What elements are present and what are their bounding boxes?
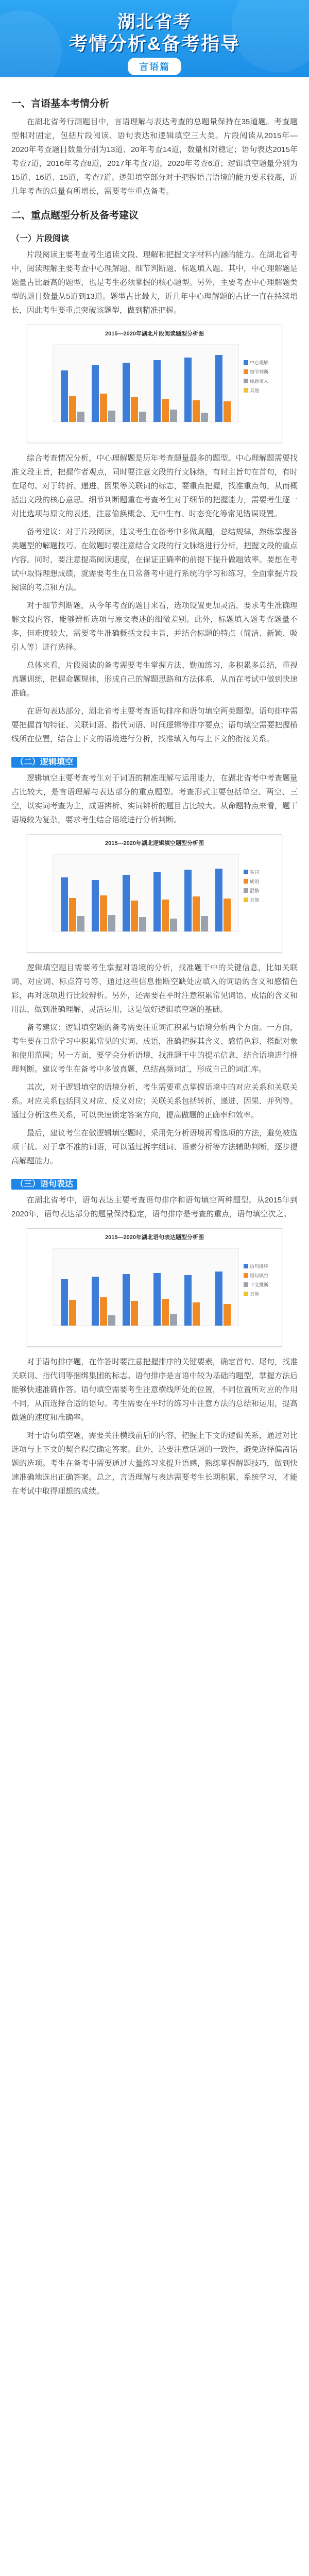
bar: [224, 1304, 231, 1326]
bar: [69, 1300, 76, 1326]
bar: [215, 1272, 222, 1326]
bar-chart: [32, 340, 277, 437]
legend-swatch: [244, 1282, 248, 1287]
bar: [184, 1275, 192, 1326]
legend-label: 下文推断: [250, 1282, 269, 1287]
legend-label: 语句排序: [250, 1264, 269, 1269]
legend-swatch: [244, 897, 248, 902]
paragraph: 最后，建议考生在做逻辑填空题时，采用先分析语境再看选项的方法，避免被选项干扰。对于拿不准的词语，可以通过拆字组词、语素分析等方法辅助判断，逐步提高解题能力。: [11, 1129, 298, 1165]
subsection-highlight: （二）逻辑填空: [11, 757, 77, 768]
legend-swatch: [244, 888, 248, 893]
legend-swatch: [244, 1273, 248, 1278]
bar: [153, 1273, 161, 1326]
bar: [162, 1299, 169, 1326]
paragraph: 备考建议：对于片段阅读，建议考生在备考中多做真题，总结规律，熟练掌握各类题型的解题技巧。在做题时要注意结合文段的行文脉络进行分析，把握文段的重点内容。同时，要注意提高阅读速度，在保证正确率的前提下提升做题效率。要想在考试中取得理想成绩，就需要考生在日常备考中进行系统的学习和练习，全面掌握片段阅读的考点和方法。: [11, 528, 298, 592]
bar: [69, 898, 76, 931]
bar: [170, 1314, 177, 1326]
subsection-title: [11, 1177, 77, 1189]
bar: [162, 399, 169, 422]
banner-tag: 言语篇: [128, 58, 181, 75]
paragraph: 其次，对于逻辑填空的语境分析，考生需要重点掌握语境中的对应关系和关联关系。对应关系包括同义对应、反义对应；关联关系包括转折、递进、因果、并列等。通过分析这些关系，可以快速锁定答案方向，提高做题的正确率和效率。: [11, 1083, 298, 1120]
bar: [123, 875, 130, 931]
chart-title: 2015—2020年湖北语句表达题型分析图: [105, 1234, 204, 1241]
bar: [139, 917, 146, 931]
bar: [153, 360, 161, 422]
bar: [61, 370, 68, 422]
legend-swatch: [244, 388, 248, 393]
paragraph: 总体来看，片段阅读的备考需要考生掌握方法、勤加练习，多积累多总结，重视真题训练，把握命题规律，形成自己的解题思路和方法体系，从而在考试中做到快速准确。: [11, 661, 298, 698]
subsection-highlight: （三）语句表达: [11, 1179, 77, 1190]
bar: [77, 916, 84, 931]
legend-swatch: [244, 1292, 248, 1296]
bar: [100, 394, 107, 422]
banner-title-line2: 考情分析&备考指导: [69, 33, 240, 54]
chart-panel: [27, 834, 282, 953]
chart-panel: [27, 325, 282, 443]
bar: [92, 365, 99, 422]
paragraph: 在湖北省考中，语句表达主要考查语句排序和语句填空两种题型。从2015年到2020年，语句表达部分的题量保持稳定，语句排序是考查的重点，语句填空次之。: [11, 1196, 298, 1218]
bar: [108, 915, 115, 931]
paragraph: 备考建议：逻辑填空题的备考需要注重词汇积累与语境分析两个方面。一方面，考生要在日常学习中积累常见的实词、成语，准确把握其含义、感情色彩、搭配对象和使用范围；另一方面，要学会分析语境，找准题干中的提示信息，结合语境进行推理判断。建议考生在备考中多做真题，总结高频词汇，形成自己的词汇库。: [11, 1023, 298, 1074]
paragraph: 综合考查情况分析，中心理解题是历年考查题量最多的题型。中心理解题需要找准文段主旨，把握作者观点，同时要注意文段的行文脉络，有时主旨句在首句，有时在尾句。对于转折、递进、因果等关联词的标志，要重点把握，找准重点句，从而概括出文段的核心意思。细节判断题重在考查考生对于细节的把握能力，需要考生逐一对比选项与原文的表述，注意偷换概念、无中生有、时态变化等常见错误设置。: [11, 454, 298, 518]
legend-label: 其他: [250, 1292, 260, 1297]
bar: [77, 412, 84, 422]
legend: [244, 360, 268, 393]
chart-title: 2015—2020年湖北片段阅读题型分析图: [105, 331, 204, 337]
legend-swatch: [244, 879, 248, 884]
paragraph: 逻辑填空主要考查考生对于词语的精准理解与运用能力，在湖北省考中考查题量占比较大，是言语理解与表达部分的重点题型。考查形式主要包括单空、两空、三空，以实词考查为主，成语辨析、实词辨析的题目占比较大。从命题特点来看，题干语境较为复杂，要求考生结合语境进行分析判断。: [11, 774, 298, 824]
legend-swatch: [244, 360, 248, 365]
bar: [92, 880, 99, 931]
bar: [123, 1274, 130, 1326]
bar: [201, 916, 208, 931]
bar: [153, 872, 161, 931]
banner-title: [0, 11, 309, 55]
bar: [108, 411, 115, 422]
bar: [61, 877, 68, 931]
chart-title: 2015—2020年湖北逻辑填空题型分析图: [105, 840, 204, 846]
bar: [131, 397, 138, 422]
legend-label: 混搭: [250, 888, 260, 893]
bar: [108, 1315, 115, 1326]
legend: [244, 1263, 268, 1297]
bar: [184, 870, 192, 931]
paragraph: 在语句表达部分，湖北省考主要考查语句排序和语句填空两类题型。语句排序需要把握首句特征、关联词语、指代词语、时间逻辑等排序要点；语句填空需要把握横线所在位置，结合上下文的语境进行分析，找准填入句与上下文的衔接关系。: [11, 707, 298, 743]
legend-label: 其他: [250, 897, 260, 903]
bar-chart: [32, 849, 277, 947]
bar: [193, 400, 200, 422]
bar: [201, 413, 208, 422]
legend-label: 中心理解: [250, 360, 269, 365]
legend-swatch: [244, 379, 248, 383]
subsection-title: [11, 755, 77, 767]
legend-label: 其他: [250, 388, 260, 393]
bar: [131, 1301, 138, 1326]
legend: [244, 869, 259, 903]
legend-label: 细节判断: [250, 369, 269, 375]
legend-swatch: [244, 870, 248, 874]
article-body: [0, 77, 309, 1498]
banner-title-line1: 湖北省考: [117, 12, 192, 32]
paragraph: 片段阅读主要考查考生通读文段、理解和把握文字材料内涵的能力。在湖北省考中，阅读理解主要考查中心理解题、细节判断题、标题填入题、其中，中心理解题是题量占比最高的题型，也是考生必须掌握的核心题型。另外，主要考查中心理解题类型的题目数量从5道到13道。题型占比最大，近几年中心理解题的占比一直在持续增长，因此考生要重点突破该题型，做到精准把握。: [11, 250, 298, 315]
bar-chart: [32, 1243, 277, 1341]
section-title: 一、言语基本考情分析: [11, 98, 110, 109]
legend-swatch: [244, 369, 248, 374]
bar: [170, 919, 177, 931]
bar: [224, 899, 231, 931]
paragraph: 对于细节判断题，从今年考查的题目来看，选项设置更加灵活，要求考生准确理解文段内容，能够辨析选项与原文表述的细微差别。此外，标题填入题考查题量不多，但难度较大，需要考生准确概括文段主旨，并结合标题的特点（简洁、新颖、吸引人等）进行选择。: [11, 601, 298, 652]
chart-panel: [27, 1228, 282, 1347]
legend-label: 实词: [250, 870, 260, 875]
bar: [123, 363, 130, 422]
bar: [139, 412, 146, 422]
paragraph: 逻辑填空题目需要考生掌握对语境的分析，找准题干中的关键信息，比如关联词、对应词、标点符号等，通过这些信息推断空缺处应填入的词语的含义和感情色彩，再对选项进行比较辨析。另外，还需要在平时注意积累常见词语、成语的含义和用法，做到准确理解、灵活运用，这是做好逻辑填空题的基础。: [11, 963, 298, 1014]
paragraph: 在湖北省考行测题目中，言语理解与表达考查的总题量保持在35道题。考查题型相对固定，包括片段阅读、语句表达和逻辑填空三大类。片段阅读从2015年—2020年考查题目数量分别为13道、20年考查14道，数量相对稳定；语句表达2015年考查7道，2016年考查8道，2017年考查7道，2020年考查6道；逻辑填空题量分别为15道、16道、15道，考查7道。逻辑填空部分对于把握语言语境的能力要求较高，近几年考查的总量有所增长，需要考生重点备考。: [11, 117, 298, 196]
subsection-title: （一）片段阅读: [11, 234, 70, 243]
bar: [131, 901, 138, 931]
bar: [61, 1279, 68, 1326]
bar: [100, 1297, 107, 1326]
bar: [69, 396, 76, 422]
paragraph: 对于语句排序题，在作答时要注意把握排序的关键要素，确定首句、尾句，找准关联词、指代词等捆绑集团的标志。语句排序是言语中较为基础的题型，掌握方法后能够快速准确作答。语句填空需要考生注意横线所处的位置，不同位置所对应的作用不同，从而选择合适的语句。考生需要在平时的练习中注意方法的总结和运用，提高做题的速度和准确率。: [11, 1358, 298, 1422]
bar: [92, 1277, 99, 1326]
legend-label: 标题填入: [250, 379, 269, 384]
legend-swatch: [244, 1264, 248, 1268]
bar: [184, 358, 192, 422]
section-title: 二、重点题型分析及备考建议: [11, 210, 139, 221]
legend-label: 成语: [250, 879, 260, 884]
legend-label: 语句填空: [250, 1273, 269, 1278]
bar: [170, 410, 177, 422]
bar: [100, 895, 107, 931]
bar: [224, 401, 231, 422]
plot-area: [53, 345, 238, 422]
bar: [215, 355, 222, 422]
bar: [162, 900, 169, 931]
plot-area: [53, 1248, 238, 1326]
bar: [193, 896, 200, 931]
bar: [215, 869, 222, 931]
bar: [193, 1302, 200, 1326]
header-banner: [0, 0, 309, 77]
paragraph: 对于语句填空题，需要关注横线前后的内容，把握上下文的逻辑关系，通过对比选项与上下文的契合程度确定答案。此外，还要注意话题的一致性，避免选择偏离话题的选项。考生在备考中需要通过大量练习来提升语感，熟练掌握解题技巧，做到快速准确地选出正确答案。总之，言语理解与表达需要考生长期积累、系统学习，才能在考试中取得理想的成绩。: [11, 1431, 298, 1496]
